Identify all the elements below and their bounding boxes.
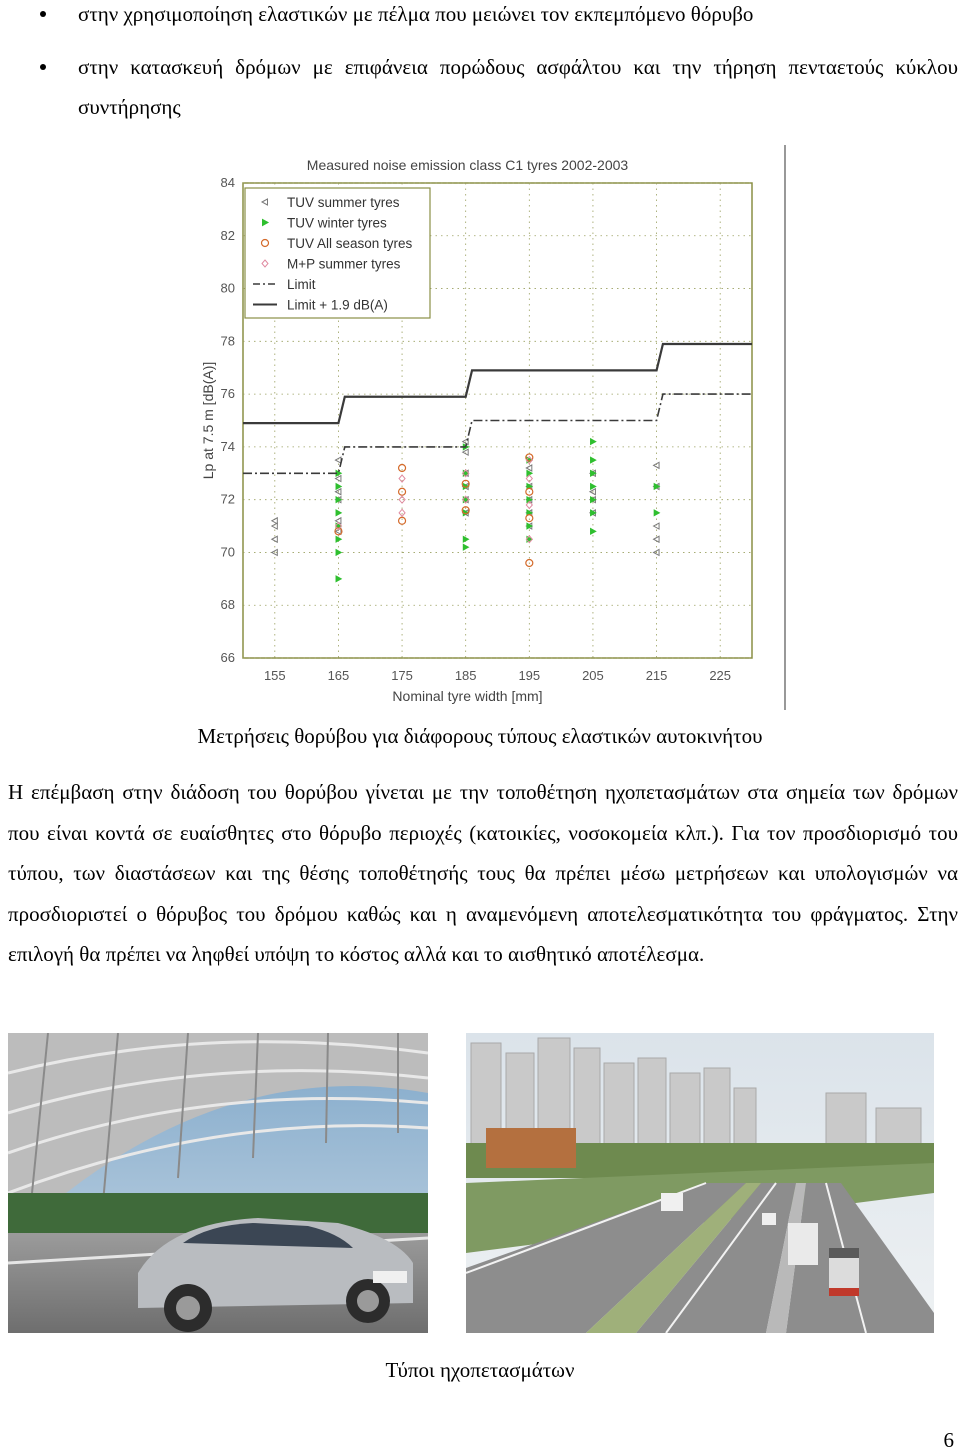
y-tick-label: 76: [220, 386, 235, 402]
x-tick-label: 225: [709, 668, 732, 683]
y-tick-label: 80: [220, 280, 235, 296]
y-tick-label: 70: [220, 544, 235, 560]
figure-caption: Τύποι ηχοπετασμάτων: [385, 1358, 575, 1382]
legend-label: TUV summer tyres: [287, 195, 400, 210]
x-tick-label: 215: [645, 668, 668, 683]
y-tick-label: 74: [220, 438, 235, 454]
x-tick-label: 205: [582, 668, 604, 683]
x-tick-label: 195: [518, 668, 541, 683]
bullet-item: στην κατασκευή δρόμων με επιφάνεια πορώδους ασφάλτου και την τήρηση πενταετούς κύκλου συντήρησης: [78, 55, 958, 119]
legend-label: Limit: [287, 277, 316, 292]
y-axis-label: Lp at 7.5 m [dB(A)]: [200, 361, 216, 480]
y-tick-label: 82: [220, 227, 235, 243]
y-tick-label: 78: [220, 333, 235, 349]
bullet-marker: [40, 64, 46, 70]
figure-caption: Μετρήσεις θορύβου για διάφορους τύπους ελαστικών αυτοκινήτου: [197, 724, 763, 748]
legend-label: Limit + 1.9 dB(A): [287, 297, 388, 313]
x-tick-label: 175: [391, 668, 413, 683]
x-axis-label: Nominal tyre width [mm]: [392, 688, 543, 704]
photo-sound-barrier-tunnel: [8, 1033, 428, 1333]
bullet-item: στην χρησιμοποίηση ελαστικών με πέλμα που μειώνει τον εκπεμπόμενο θόρυβο: [78, 2, 754, 26]
y-tick-label: 68: [220, 597, 235, 613]
noise-chart: [195, 145, 795, 710]
photo-highway-noise-barriers: [466, 1033, 934, 1333]
page-number: 6: [943, 1428, 954, 1452]
body-paragraph: Η επέμβαση στην διάδοση του θορύβου γίνεται με την τοποθέτηση ηχοπετασμάτων στα σημεία των δρόμων που είναι κοντά σε ευαίσθητες στο θόρυβο περιοχές (κατοικίες, νοσοκομεία κλπ.). Για τον προσδιορισμό του τύπου, των διαστάσεων και της θέσης τοποθέτησής τους θα πρέπει μέσω μετρήσεων και υπολογισμών να προσδιοριστεί ο θόρυβος του δρόμου καθώς και η αναμενόμενη αποτελεσματικότητα του φράγματος. Στην επιλογή θα πρέπει να ληφθεί υπόψη το κόστος αλλά και το αισθητικό αποτέλεσμα.: [8, 780, 958, 967]
y-tick-label: 84: [220, 175, 235, 190]
x-tick-label: 165: [327, 668, 350, 683]
y-tick-label: 66: [220, 650, 235, 665]
y-tick-label: 72: [220, 491, 235, 507]
x-tick-label: 155: [263, 668, 286, 683]
legend-label: TUV All season tyres: [287, 236, 413, 251]
legend-label: M+P summer tyres: [287, 256, 401, 272]
chart-svg: [195, 145, 795, 710]
bullet-marker: [40, 11, 46, 17]
legend-label: TUV winter tyres: [287, 215, 387, 231]
chart-title: Measured noise emission class C1 tyres 2002-2003: [306, 157, 629, 173]
x-tick-label: 185: [454, 668, 477, 683]
